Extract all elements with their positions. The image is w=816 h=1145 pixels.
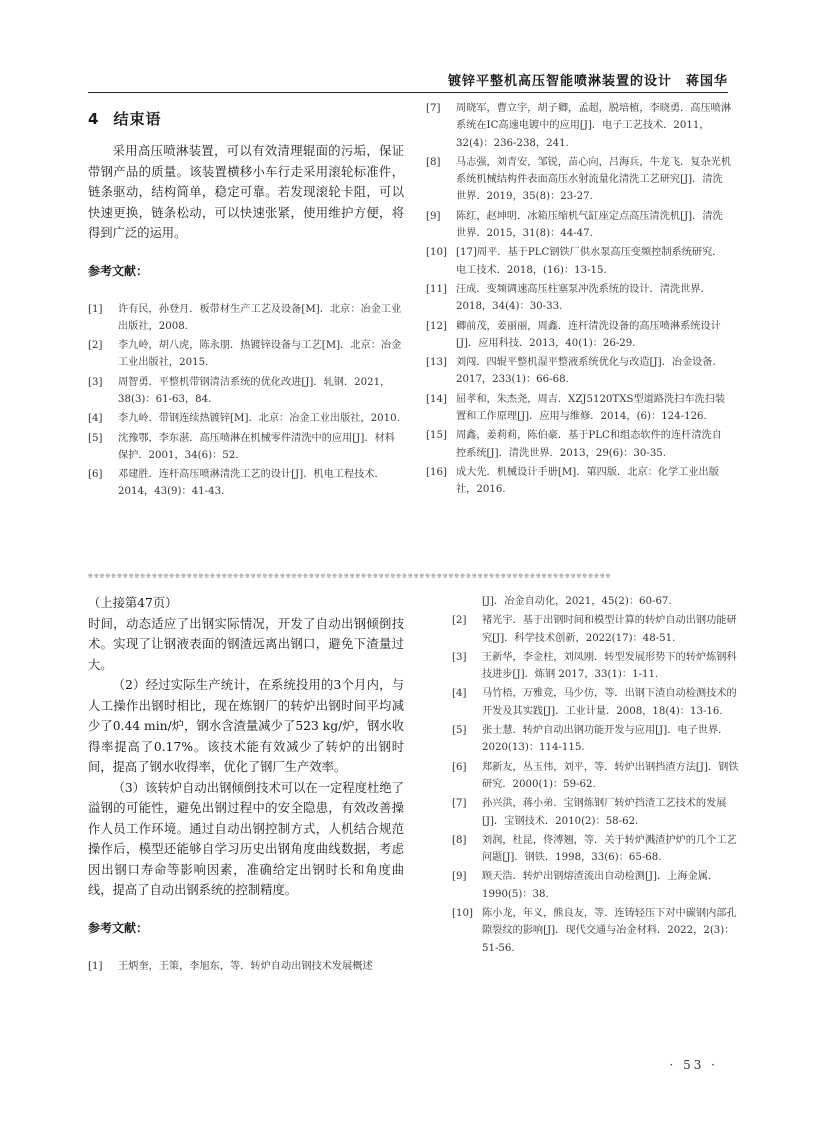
reference-number: [3] <box>88 376 103 388</box>
reference-text: 孙兴洪，蒋小弟．宝钢炼钢厂转炉挡渣工艺技术的发展[J]．宝钢技术．2010(2)：58-62. <box>482 798 727 827</box>
reference-item <box>426 281 732 316</box>
reference-text: 刘闯．四辊平整机湿平整液系统优化与改造[J]．冶金设备．2017，233(1)：66-68. <box>456 357 723 386</box>
reference-text: 邓建胜．连杆高压喷淋清洗工艺的设计[J]．机电工程技术．2014，43(9)：41-43. <box>118 469 385 498</box>
reference-text: 马竹梧，万雅竞，马少仿，等．出钢下渣自动检测技术的开发及其实践[J]．工业计量．2008，18(4)：13-16. <box>482 688 737 717</box>
reference-number: [10] <box>426 247 447 259</box>
reference-number: [2] <box>452 615 467 627</box>
reference-number: [15] <box>426 430 447 442</box>
reference-item <box>88 958 404 975</box>
references-heading: 参考文献： <box>88 920 149 935</box>
reference-item <box>88 374 404 409</box>
reference-number: [6] <box>88 469 103 481</box>
reference-item <box>426 464 732 499</box>
ornamental-divider: ❊❊❊❊❊❊❊❊❊❊❊❊❊❊❊❊❊❊❊❊❊❊❊❊❊❊❊❊❊❊❊❊❊❊❊❊❊❊❊❊❊❊❊❊❊❊❊❊❊❊❊❊❊❊❊❊❊❊❊❊❊❊❊❊❊❊❊❊❊❊❊❊❊❊❊❊❊❊❊❊❊❊❊❊❊❊❊❊❊❊ <box>88 572 612 580</box>
reference-number: [9] <box>452 871 467 883</box>
reference-number: [8] <box>426 156 441 168</box>
reference-item <box>426 391 732 426</box>
page-number: · 53 · <box>669 1058 718 1072</box>
section-heading <box>88 108 404 129</box>
reference-text: 马志强，刘青安，邹锐，苗心向，吕海兵，牛龙飞．复杂光机系统机械结构件表面高压水射流量化清洗工艺研究[J]．清洗世界．2019，35(8)：23-27. <box>456 156 732 203</box>
reference-item <box>452 868 742 903</box>
references-heading: 参考文献： <box>88 263 149 278</box>
reference-text: 李九岭，胡八虎，陈永朋．热镀锌设备与工艺[M]．北京：冶金工业出版社，2015. <box>118 340 402 369</box>
reference-item <box>452 685 742 720</box>
continued-paragraph: （2）经过实际生产统计，在系统投用的3个月内，与人工操作出钢时相比，现在炼钢厂的转炉出钢时间平均减少了0.44 min/炉，钢水含渣量减少了523 kg/炉，钢水收得率提高了0.17%。该技术能有效减少了转炉的出钢时间，提高了钢水收得率，优化了钢厂生产效率。 <box>88 678 404 774</box>
reference-number: [10] <box>452 908 473 920</box>
reference-text: 张士慧．转炉自动出钢功能开发与应用[J]．电子世界．2020(13)：114-115. <box>482 725 729 754</box>
reference-item <box>452 905 742 957</box>
reference-text: 陈红，赵坤明．冰箱压缩机气缸座定点高压清洗机[J]．清洗世界．2015，31(8)：44-47. <box>456 210 723 240</box>
reference-item <box>426 427 732 462</box>
continued-paragraph: 时间，动态适应了出钢实际情况，开发了自动出钢倾倒技术。实现了让钢液表面的钢渣远离出钢口，避免下渣量过大。 <box>88 616 404 672</box>
reference-number: [2] <box>88 340 103 352</box>
reference-number: [7] <box>452 798 467 810</box>
reference-text: [J]．冶金自动化，2021，45(2)：60-67. <box>482 596 672 607</box>
section-title: 结束语 <box>113 110 162 128</box>
reference-item <box>88 410 404 427</box>
reference-text: 汪成．变频调速高压柱塞泵冲洗系统的设计．清洗世界．2018，34(4)：30-33. <box>456 283 711 313</box>
reference-item <box>88 337 404 372</box>
reference-text: 周鑫，姜莉莉，陈伯豪．基于PLC和组态软件的连杆清洗自控系统[J]．清洗世界．2013，29(6)：30-35. <box>456 430 722 459</box>
reference-number: [7] <box>426 103 441 114</box>
reference-number: [1] <box>88 960 103 972</box>
reference-text: 李九岭．带钢连续热镀锌[M]．北京：冶金工业出版社，2010. <box>118 413 400 425</box>
reference-text: 顾天浩．转炉出钢熔渣流出自动检测[J]．上海金属．1990(5)：38. <box>482 871 719 900</box>
reference-text: 沈豫鄂，李东湛．高压喷淋在机械零件清洗中的应用[J]．材料保护．2001，34(6)：52. <box>118 432 395 461</box>
reference-item <box>452 832 742 867</box>
reference-item <box>452 593 742 610</box>
header-rule <box>88 92 728 93</box>
reference-text: 褚光宇．基于出钢时间和模型计算的转炉自动出钢功能研究[J]．科学技术创新，2022(17)：48-51. <box>482 615 737 644</box>
reference-text: 卿前茂，姜丽丽，周鑫．连杆清洗设备的高压喷淋系统设计[J]．应用科技．2013，40(1)：26-29. <box>456 320 721 349</box>
reference-text: 郑新友，丛玉伟，刘平，等．转炉出钢挡渣方法[J]．钢铁研究．2000(1)：59-62. <box>482 761 739 790</box>
reference-item <box>452 649 742 684</box>
reference-number: [16] <box>426 466 447 478</box>
references-column-top-right <box>426 100 732 501</box>
reference-number: [9] <box>426 210 441 222</box>
reference-item <box>426 244 732 279</box>
reference-number: [1] <box>88 303 103 315</box>
reference-number: [4] <box>452 688 467 700</box>
reference-list-bottom-left <box>88 958 404 975</box>
reference-number: [3] <box>452 651 467 663</box>
reference-number: [4] <box>88 413 103 425</box>
reference-item <box>452 612 742 647</box>
reference-item <box>88 301 404 336</box>
reference-text: [17]周平．基于PLC钢铁厂供水泵高压变频控制系统研究．电工技术．2018，(16)：13-15. <box>456 247 723 276</box>
reference-item <box>426 354 732 389</box>
reference-text: 许有民，孙登月．板带材生产工艺及设备[M]．北京：冶金工业出版社，2008. <box>118 303 402 332</box>
continued-note: （上接第47页） <box>88 596 178 610</box>
reference-item <box>426 208 732 243</box>
running-title: 镀锌平整机高压智能喷淋装置的设计 蒋国华 <box>447 74 728 89</box>
reference-number: [5] <box>452 725 467 737</box>
reference-list-top-left <box>88 301 404 501</box>
reference-text: 陈小龙，年义，熊良友，等．连铸轻压下对中碳钢内部孔隙裂纹的影响[J]．现代交通与冶金材料．2022，2(3)：51-56. <box>482 908 737 954</box>
reference-number: [14] <box>426 393 447 405</box>
reference-text: 周晓军，曹立宇，胡子卿，孟超，脱培植，李晓勇．高压喷淋系统在IC高速电镀中的应用[J]．电子工艺技术．2011，32(4)：236-238，241. <box>456 103 732 149</box>
reference-item <box>452 795 742 830</box>
reference-text: 王新华，李金柱，刘凤刚．转型发展形势下的转炉炼钢科技进步[J]．炼钢 2017，33(1)：1-11. <box>482 651 737 681</box>
reference-text: 屈孝和，朱杰尧，周吉．XZJ5120TXS型道路洗扫车洗扫装置和工作原理[J]．应用与维修．2014，(6)：124-126. <box>456 393 726 423</box>
continued-paragraph: （3）该转炉自动出钢倾倒技术可以在一定程度杜绝了溢钢的可能性，避免出钢过程中的安全隐患，有效改善操作人员工作环境。通过自动出钢控制方式，人机结合规范操作后，模型还能够自学习历史出钢角度曲线数据，考虑因出钢口寿命等影响因素，准确给定出钢时长和角度曲线，提高了自动出钢系统的控制精度。 <box>88 780 404 897</box>
reference-text: 周智勇．平整机带钢清洁系统的优化改进[J]．轧钢．2021，38(3)：61-63，84. <box>118 376 391 405</box>
continued-article-column <box>88 593 404 977</box>
conclusion-column <box>88 108 404 503</box>
reference-item <box>426 318 732 353</box>
reference-item <box>426 154 732 206</box>
reference-list-top-right <box>426 100 732 499</box>
reference-number: [13] <box>426 357 447 369</box>
reference-list-bottom-right <box>452 593 742 957</box>
reference-number: [5] <box>88 432 103 444</box>
reference-text: 王炳奎，王策，李旭东，等．转炉自动出钢技术发展概述 <box>118 960 373 972</box>
reference-text: 刘润，杜昆，佟溥翘，等．关于转炉溅渣护炉的几个工艺问题[J]．钢铁．1998，33(6)：65-68. <box>482 834 737 864</box>
reference-text: 成大先．机械设计手册[M]．第四版．北京：化学工业出版社，2016. <box>456 466 719 496</box>
reference-number: [12] <box>426 320 447 332</box>
reference-number: [8] <box>452 834 467 846</box>
section-number: 4 <box>88 110 100 128</box>
reference-item <box>426 100 732 152</box>
conclusion-paragraph: 采用高压喷淋装置，可以有效清理辊面的污垢，保证带钢产品的质量。该装置横移小车行走采用滚轮标准件，链条驱动，结构简单，稳定可靠。若发现滚轮卡阻，可以快速更换，链条松动，可以快速张紧，使用维护方便，将得到广泛的运用。 <box>88 144 404 240</box>
reference-item <box>88 466 404 501</box>
reference-item <box>452 759 742 794</box>
reference-number: [6] <box>452 761 467 773</box>
references-column-bottom-right <box>452 593 742 959</box>
reference-item <box>452 722 742 757</box>
reference-item <box>88 430 404 465</box>
reference-number: [11] <box>426 283 447 295</box>
